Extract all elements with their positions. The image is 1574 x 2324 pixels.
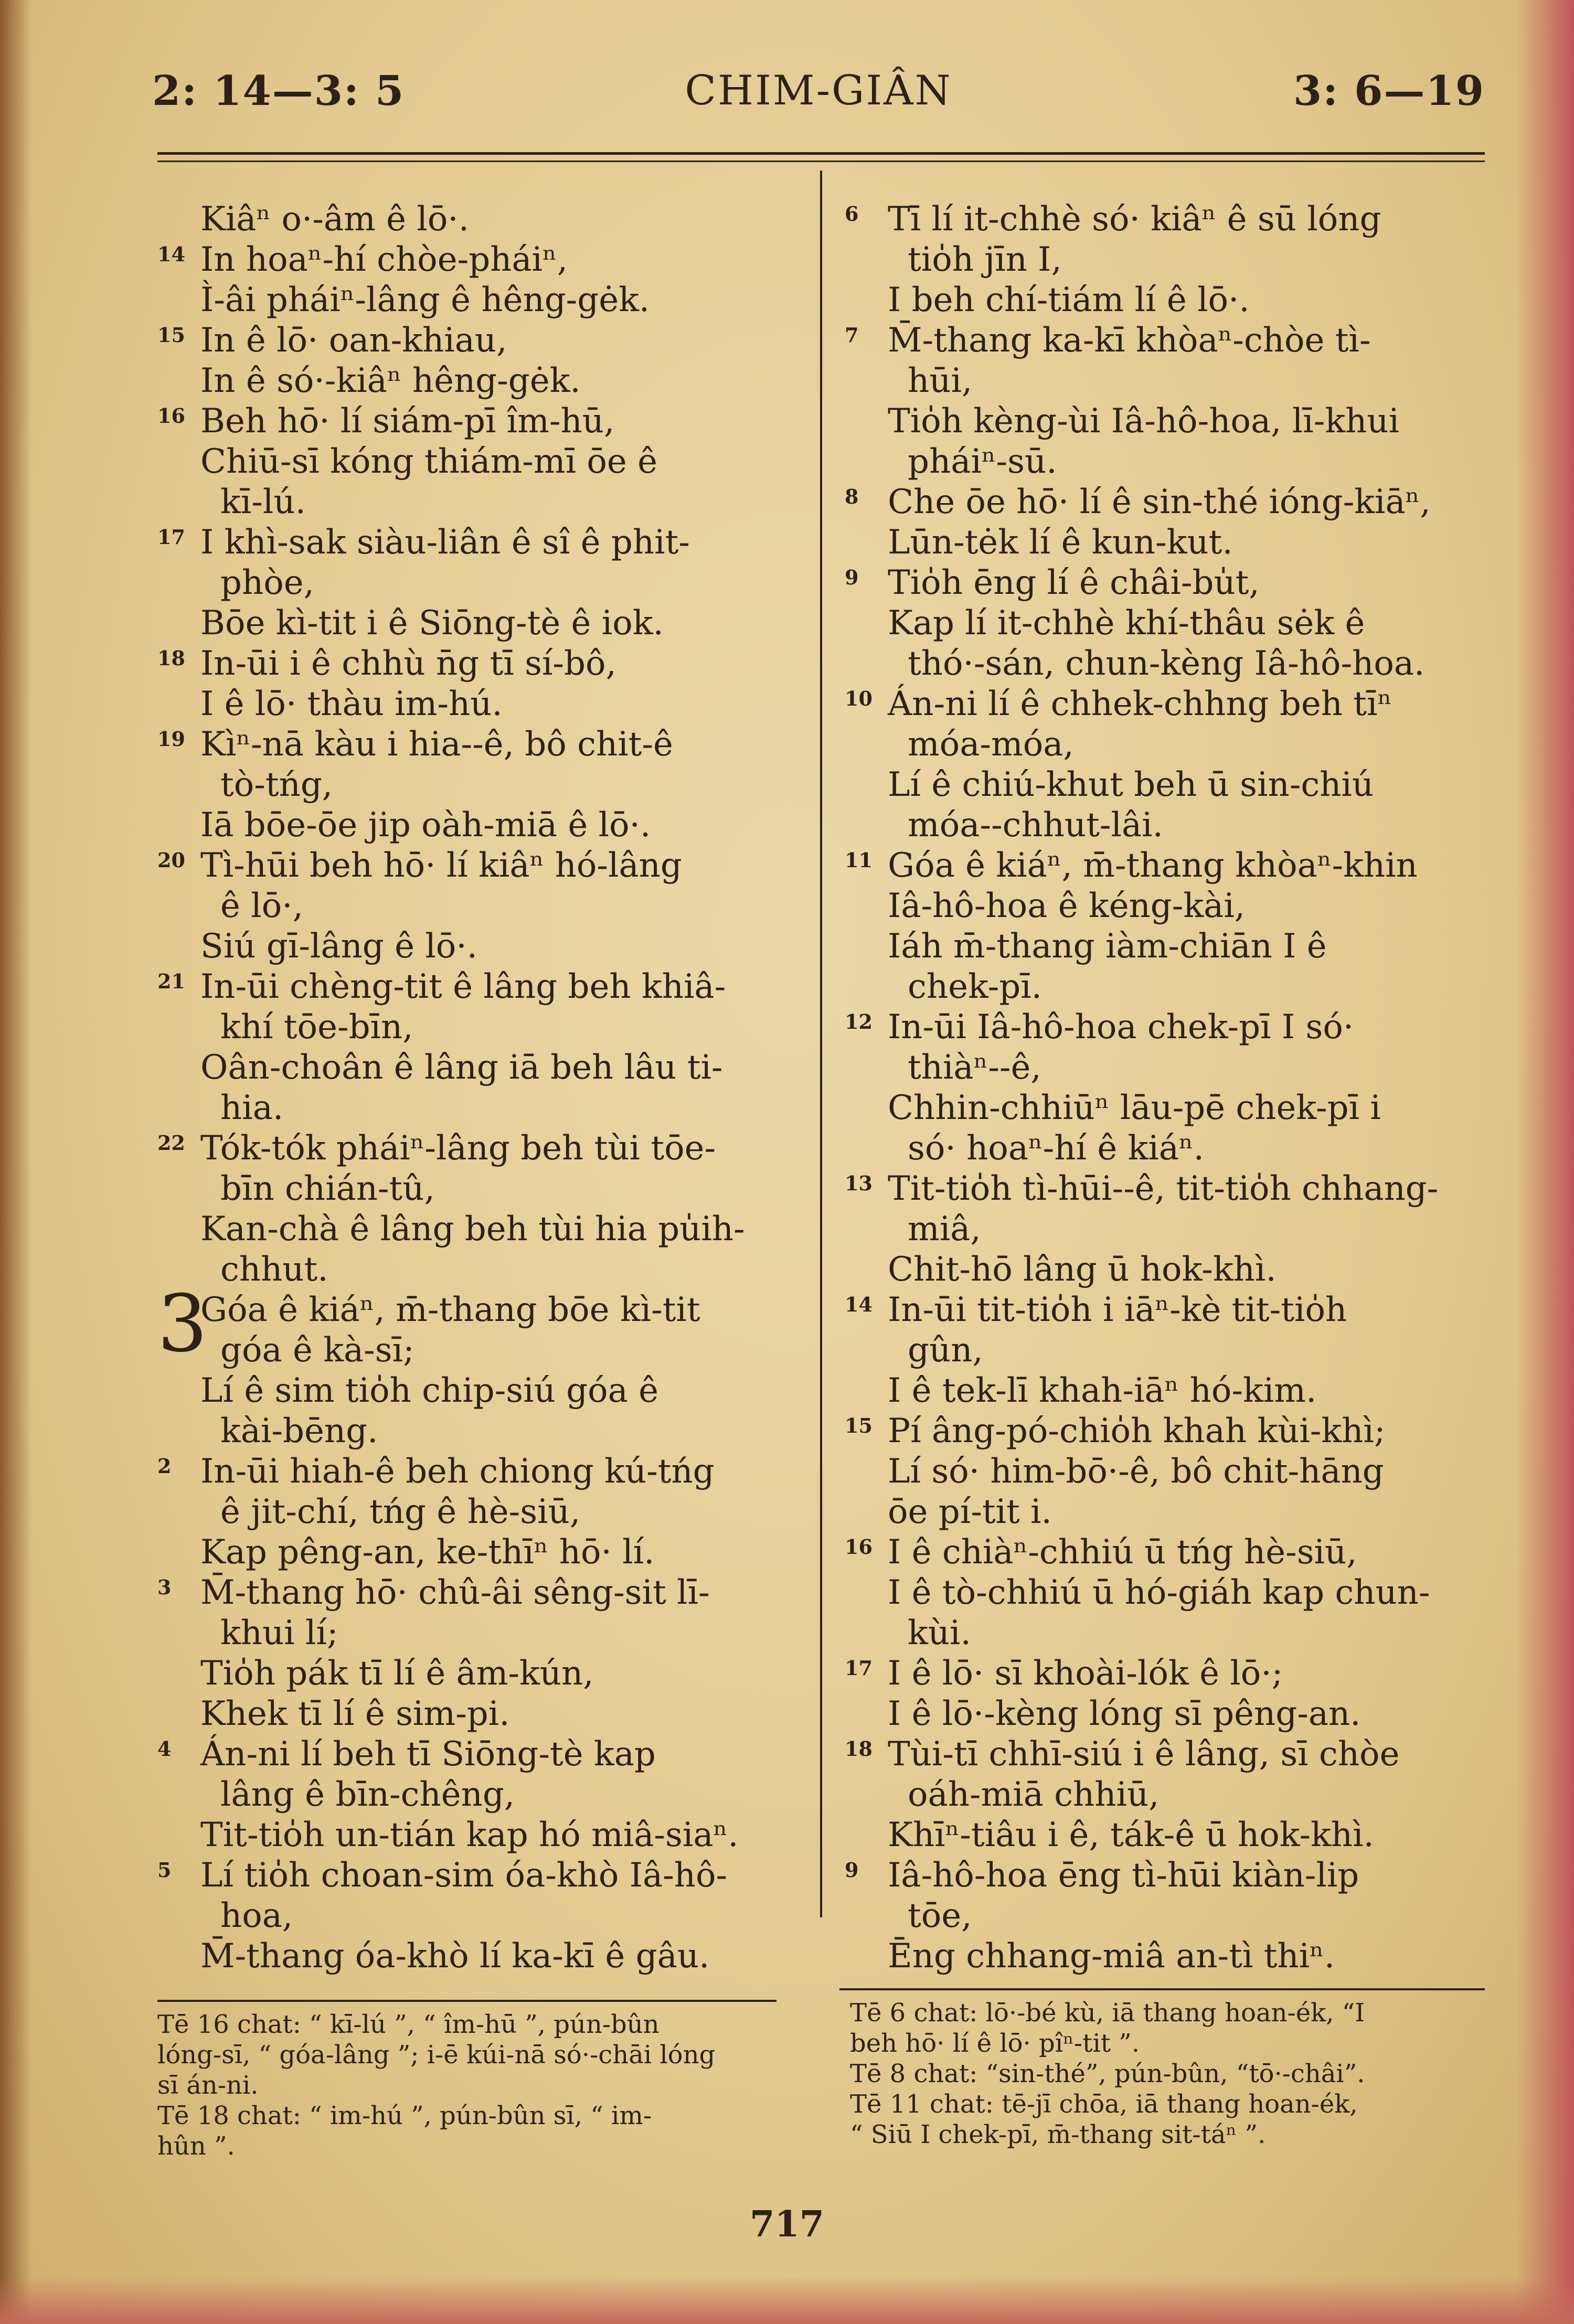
footnotes-right — [850, 1998, 1490, 2150]
verse-number: 16 — [845, 1535, 873, 1559]
verse-line: gûn, — [908, 1331, 983, 1370]
verse-line: I beh chí-tiám lí ê lō·. — [888, 281, 1250, 319]
verse — [845, 1856, 1490, 1977]
verse-line: Kap pêng-an, ke-thīⁿ hō· lí. — [200, 1533, 655, 1572]
chapter-number: 3 — [157, 1278, 208, 1370]
verse-line: I ê lō· thàu im-hú. — [200, 685, 503, 723]
verse-line: pháiⁿ-sū. — [908, 442, 1057, 481]
verse — [157, 1734, 803, 1856]
verse-line: In-ūi Iâ-hô-hoa chek-pī I só· — [888, 1008, 1354, 1047]
verse-line: chek-pī. — [908, 967, 1042, 1006]
verse-number: 5 — [157, 1858, 172, 1882]
verse-line: Lí ê chiú-khut beh ū sin-chiú — [888, 765, 1374, 804]
verse — [845, 1734, 1490, 1856]
verse-line: Iâ-hô-hoa ēng tì-hūi kiàn-lip — [888, 1856, 1359, 1895]
verse-number: 14 — [845, 1293, 873, 1316]
verse-line: Ēng chhang-miâ an-tì thiⁿ. — [888, 1937, 1335, 1976]
verse-line: Ì-âi pháiⁿ-lâng ê hêng-gėk. — [200, 281, 650, 319]
verse-line: oáh-miā chhiū, — [908, 1775, 1160, 1814]
verse — [845, 1532, 1490, 1654]
verse-number: 7 — [845, 323, 859, 347]
verse-number: 20 — [157, 848, 185, 872]
verse-number: 21 — [157, 969, 185, 993]
verse-line: kī-lú. — [220, 483, 306, 521]
verse — [845, 1290, 1490, 1411]
verse-line: Iâ-hô-hoa ê kéng-kài, — [888, 887, 1246, 925]
footnote-line: Tē 6 chat: lō·-bé kù, iā thang hoan-ék, “I — [850, 1998, 1365, 2028]
verse-line: I ê tek-lī khah-iāⁿ hó-kim. — [888, 1371, 1317, 1410]
page-edge-stain-bottom — [0, 2277, 1574, 2324]
page-number: 717 — [750, 2203, 824, 2245]
verse-line: Khek tī lí ê sim-pi. — [200, 1694, 510, 1733]
verse-line: góa ê kà-sī; — [220, 1331, 414, 1370]
verse-number: 15 — [845, 1414, 873, 1437]
verse — [845, 199, 1490, 321]
verse-line: In-ūi hiah-ê beh chiong kú-tńg — [200, 1452, 715, 1491]
verse-line: M̄-thang ka-kī khòaⁿ-chòe tì- — [888, 321, 1371, 360]
verse-line: In ê só·-kiâⁿ hêng-gėk. — [200, 361, 581, 400]
verse-line: Tì-hūi beh hō· lí kiâⁿ hó-lâng — [200, 846, 682, 885]
verse-line: móa-móa, — [908, 725, 1074, 764]
verse-number: 18 — [157, 646, 185, 670]
verse-line: M̄-thang óa-khò lí ka-kī ê gâu. — [200, 1937, 710, 1976]
footnote-line: Tē 16 chat: “ kī-lú ”, “ îm-hū ”, pún-bûn — [157, 2010, 660, 2039]
verse — [845, 321, 1490, 482]
verse-line: Beh hō· lí siám-pī îm-hū, — [200, 402, 615, 441]
verse-line: Chit-hō lâng ū hok-khì. — [888, 1250, 1277, 1289]
verse-line: khui lí; — [220, 1614, 338, 1653]
header-rule-thick — [157, 152, 1485, 155]
left-column — [157, 199, 803, 1977]
verse — [845, 1411, 1490, 1532]
chapter-start — [157, 1278, 803, 1452]
verse-line: Tit-tio̍h un-tián kap hó miâ-siaⁿ. — [200, 1816, 739, 1854]
verse-line: ōe pí-tit i. — [888, 1493, 1052, 1531]
verse — [157, 724, 803, 846]
verse-line: Kap lí it-chhè khí-thâu sėk ê — [888, 604, 1365, 643]
verse-number: 19 — [157, 727, 185, 751]
footnote-line: Tē 8 chat: “sin-thé”, pún-bûn, “tō·-châi”. — [850, 2059, 1365, 2088]
verse-line: Kìⁿ-nā kàu i hia--ê, bô chit-ê — [200, 725, 673, 764]
footnote-line: lóng-sī, “ góa-lâng ”; i-ē kúi-nā só·-chāi lóng — [157, 2040, 716, 2070]
verse-line: I ê lō· sī khoài-lók ê lō·; — [888, 1654, 1283, 1693]
verse-line: Tio̍h kèng-ùi Iâ-hô-hoa, lī-khui — [888, 402, 1400, 441]
verse-line: hūi, — [908, 361, 973, 400]
verse-number: 3 — [157, 1575, 172, 1599]
verse-line: Lí tio̍h choan-sim óa-khò Iâ-hô- — [200, 1856, 728, 1895]
verse — [845, 1007, 1490, 1169]
verse-line: Tio̍h pák tī lí ê âm-kún, — [200, 1654, 594, 1693]
verse — [157, 321, 803, 401]
running-head-left-reference: 2: 14—3: 5 — [152, 67, 405, 115]
verse — [157, 240, 803, 321]
verse-line: Iā bōe-ōe jip oàh-miā ê lō·. — [200, 806, 651, 845]
verse-line: phòe, — [220, 563, 314, 602]
verse-number: 12 — [845, 1010, 873, 1033]
verse-number: 2 — [157, 1454, 172, 1478]
verse-line: Lí só· him-bō·-ê, bô chit-hāng — [888, 1452, 1384, 1491]
verse — [845, 563, 1490, 684]
header-rule-thin — [157, 161, 1485, 162]
verse-line: hoa, — [220, 1896, 293, 1935]
footnote-line: sī án-ni. — [157, 2071, 259, 2100]
verse-line: In-ūi chèng-tit ê lâng beh khiâ- — [200, 967, 726, 1006]
verse-number: 11 — [845, 848, 873, 872]
verse — [157, 1856, 803, 1977]
verse-line: Lūn-tėk lí ê kun-kut. — [888, 523, 1233, 562]
verse-line: Tī lí it-chhè só· kiâⁿ ê sū lóng — [888, 200, 1381, 239]
verse — [845, 1654, 1490, 1734]
verse-line: Án-ni lí beh tī Siōng-tè kap — [200, 1735, 656, 1774]
verse-line: Iáh m̄-thang iàm-chiān I ê — [888, 927, 1327, 966]
verse — [157, 846, 803, 967]
verse-line: ê lō·, — [220, 887, 303, 925]
verse-line: Tùi-tī chhī-siú i ê lâng, sī chòe — [888, 1735, 1400, 1774]
running-head-book-title: CHIM-GIÂN — [685, 67, 952, 114]
verse-line: Tio̍h ēng lí ê châi-bu̍t, — [888, 563, 1260, 602]
verse-number: 17 — [157, 525, 185, 549]
verse-line: tōe, — [908, 1896, 972, 1935]
verse-number: 22 — [157, 1131, 185, 1155]
verse-number: 17 — [845, 1656, 873, 1680]
verse-number: 4 — [157, 1737, 172, 1761]
verse-number: 16 — [157, 404, 185, 428]
footnote-rule-right — [839, 1988, 1485, 1990]
verse-line: thiàⁿ--ê, — [908, 1048, 1041, 1087]
verse-line: khí tōe-bīn, — [220, 1008, 413, 1047]
verse-line: tò-tńg, — [220, 765, 333, 804]
running-head — [152, 67, 1485, 125]
verse — [845, 482, 1490, 563]
footnotes-left — [157, 2009, 777, 2161]
verse-line: I ê lō·-kèng lóng sī pêng-an. — [888, 1694, 1361, 1733]
verse-line: kài-bēng. — [220, 1412, 378, 1451]
verse-line: só· hoaⁿ-hí ê kiáⁿ. — [908, 1129, 1204, 1168]
verse-line: lâng ê bīn-chêng, — [220, 1775, 515, 1814]
verse — [157, 1573, 803, 1734]
verse — [157, 199, 803, 240]
verse-line: kùi. — [908, 1614, 971, 1653]
verse-number: 18 — [845, 1737, 873, 1761]
verse-line: móa--chhut-lâi. — [908, 806, 1163, 845]
right-column — [845, 199, 1490, 1977]
verse-line: hia. — [220, 1089, 284, 1127]
verse — [157, 644, 803, 724]
verse-line: M̄-thang hō· chû-âi sêng-sit lī- — [200, 1573, 710, 1612]
verse-line: In hoaⁿ-hí chòe-pháiⁿ, — [200, 240, 568, 279]
verse-line: Khīⁿ-tiâu i ê, ták-ê ū hok-khì. — [888, 1816, 1374, 1854]
verse-line: Kan-chà ê lâng beh tùi hia pu̍ih- — [200, 1210, 745, 1249]
verse — [157, 967, 803, 1128]
page-edge-stain-right — [1516, 0, 1574, 2324]
verse — [845, 1169, 1490, 1290]
verse — [157, 401, 803, 523]
verse-number: 9 — [845, 1858, 859, 1882]
verse-line: I khì-sak siàu-liân ê sî ê phit- — [200, 523, 690, 562]
verse-line: Chhin-chhiūⁿ lāu-pē chek-pī i — [888, 1089, 1381, 1127]
verse-line: I ê tò-chhiú ū hó-giáh kap chun- — [888, 1573, 1430, 1612]
footnote-rule-left — [157, 2000, 777, 2002]
verse — [157, 523, 803, 644]
verse-line: miâ, — [908, 1210, 981, 1249]
footnote-line: Tē 18 chat: “ im-hú ”, pún-bûn sī, “ im- — [157, 2101, 652, 2130]
verse-line: I ê chiàⁿ-chhiú ū tńg hè-siū, — [888, 1533, 1357, 1572]
verse-number: 13 — [845, 1171, 873, 1195]
verse-line: Pí âng-pó-chio̍h khah kùi-khì; — [888, 1412, 1386, 1451]
verse-line: Góa ê kiáⁿ, m̄-thang bōe kì-tit — [200, 1291, 700, 1329]
verse-line: bīn chián-tû, — [220, 1169, 435, 1208]
verse-line: Tók-tók pháiⁿ-lâng beh tùi tōe- — [200, 1129, 716, 1168]
verse-line: In-ūi tit-tio̍h i iāⁿ-kè tit-tio̍h — [888, 1291, 1347, 1329]
verse-number: 10 — [845, 687, 873, 710]
verse-line: tio̍h jīn I, — [908, 240, 1062, 279]
verse — [845, 846, 1490, 1007]
verse-number: 8 — [845, 485, 859, 508]
verse-line: Góa ê kiáⁿ, m̄-thang khòaⁿ-khin — [888, 846, 1418, 885]
verse-line: Bōe kì-tit i ê Siōng-tè ê iok. — [200, 604, 664, 643]
verse-line: Án-ni lí ê chhek-chhng beh tīⁿ — [888, 685, 1392, 723]
verse-line: Tit-tio̍h tì-hūi--ê, tit-tio̍h chhang- — [888, 1169, 1439, 1208]
verse — [157, 1452, 803, 1573]
verse-line: thó·-sán, chun-kèng Iâ-hô-hoa. — [908, 644, 1425, 683]
verse-line: Kiâⁿ o·-âm ê lō·. — [200, 200, 470, 239]
verse — [845, 684, 1490, 846]
verse — [157, 1128, 803, 1290]
page-edge-shadow-left — [0, 0, 31, 2324]
verse-line: Oân-choân ê lâng iā beh lâu ti- — [200, 1048, 723, 1087]
verse-number: 14 — [157, 242, 185, 266]
column-divider — [820, 170, 822, 1917]
footnote-line: hûn ”. — [157, 2131, 235, 2161]
verse-number: 9 — [845, 566, 859, 589]
running-head-right-reference: 3: 6—19 — [1293, 67, 1485, 115]
verse-line: Siú gī-lâng ê lō·. — [200, 927, 477, 966]
verse-line: Chiū-sī kóng thiám-mī ōe ê — [200, 442, 657, 481]
footnote-line: Tē 11 chat: tē-jī chōa, iā thang hoan-ék, — [850, 2090, 1358, 2119]
verse-line: In ê lō· oan-khiau, — [200, 321, 507, 360]
verse-line: chhut. — [220, 1250, 328, 1289]
verse-line: In-ūi i ê chhù n̄g tī sí-bô, — [200, 644, 616, 683]
verse-number: 15 — [157, 323, 185, 347]
footnote-line: beh hō· lí ê lō· pîⁿ-tit ”. — [850, 2029, 1140, 2058]
verse-line: Che ōe hō· lí ê sin-thé ióng-kiāⁿ, — [888, 483, 1431, 521]
verse-number: 6 — [845, 202, 859, 226]
verse-line: ê jit-chí, tńg ê hè-siū, — [220, 1493, 581, 1531]
footnote-line: “ Siū I chek-pī, m̄-thang sit-táⁿ ”. — [850, 2120, 1266, 2149]
verse-line: Lí ê sim tio̍h chip-siú góa ê — [200, 1371, 659, 1410]
